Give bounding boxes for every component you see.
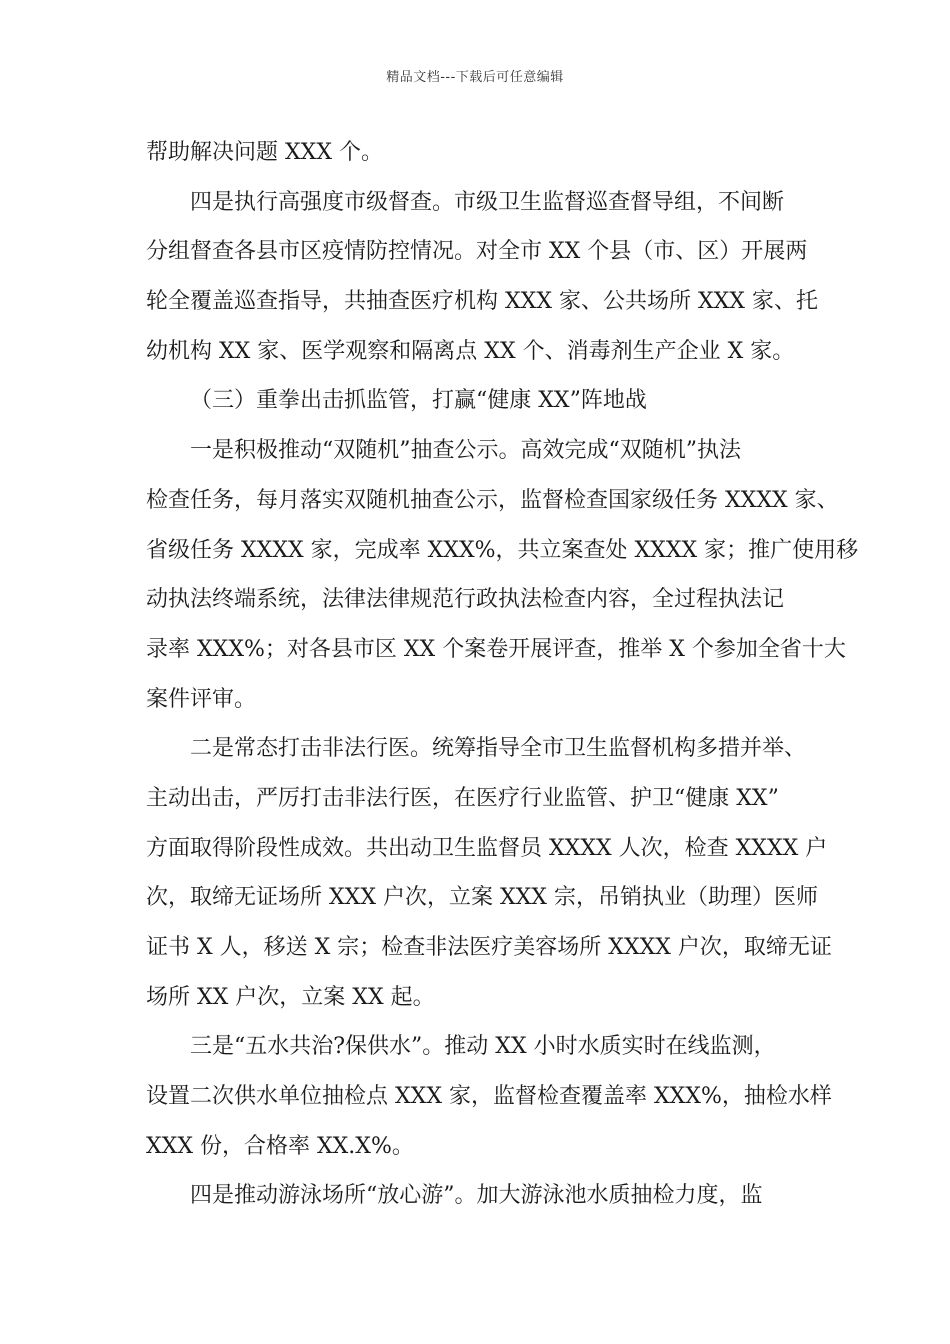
section-heading: （三）重拳出击抓监管，打赢“健康 XX”阵地战 [190, 388, 647, 414]
text-line: 证书 X 人，移送 X 宗；检查非法医疗美容场所 XXXX 户次，取缔无证 [146, 935, 832, 960]
text-line: 录率 XXX%；对各县市区 XX 个案卷开展评查，推举 X 个参加全省十大 [146, 636, 846, 662]
text-line: 帮助解决问题 XXX 个。 [146, 140, 383, 165]
text-line: 一是积极推动“双随机”抽查公示。高效完成“双随机”执法 [190, 438, 741, 464]
text-line: 四是推动游泳场所“放心游”。加大游泳池水质抽检力度，监 [190, 1183, 763, 1209]
text-line: 案件评审。 [146, 686, 257, 712]
document-body [146, 128, 859, 1221]
text-line: 省级任务 XXXX 家，完成率 XXX%，共立案查处 XXXX 家；推广使用移 [146, 537, 859, 563]
text-line: 检查任务，每月落实双随机抽查公示，监督检查国家级任务 XXXX 家、 [146, 487, 839, 513]
page-header: 精品文档---下载后可任意编辑 [386, 70, 564, 85]
text-line: 设置二次供水单位抽检点 XXX 家，监督检查覆盖率 XXX%，抽检水样 [146, 1084, 832, 1110]
text-line: XXX 份，合格率 XX.X%。 [146, 1133, 414, 1159]
text-line: 场所 XX 户次，立案 XX 起。 [146, 984, 435, 1010]
text-line: 方面取得阶段性成效。共出动卫生监督员 XXXX 人次，检查 XXXX 户 [146, 835, 828, 861]
text-line: 轮全覆盖巡查指导，共抽查医疗机构 XXX 家、公共场所 XXX 家、托 [146, 289, 818, 315]
text-line: 幼机构 XX 家、医学观察和隔离点 XX 个、消毒剂生产企业 X 家。 [146, 338, 795, 364]
text-line: 二是常态打击非法行医。统筹指导全市卫生监督机构多措并举、 [190, 736, 807, 762]
text-line: 四是执行高强度市级督查。市级卫生监督巡查督导组，不间断 [190, 189, 785, 215]
text-line: 分组督查各县市区疫情防控情况。对全市 XX 个县（市、区）开展两 [146, 239, 808, 265]
text-line: 次，取缔无证场所 XXX 户次，立案 XXX 宗，吊销执业（助理）医师 [146, 885, 818, 911]
text-line: 动执法终端系统，法律法律规范行政执法检查内容，全过程执法记 [146, 587, 785, 613]
text-line: 三是“五水共治?保供水”。推动 XX 小时水质实时在线监测， [190, 1034, 776, 1060]
text-line: 主动出击，严厉打击非法行医，在医疗行业监管、护卫“健康 XX” [146, 785, 779, 811]
